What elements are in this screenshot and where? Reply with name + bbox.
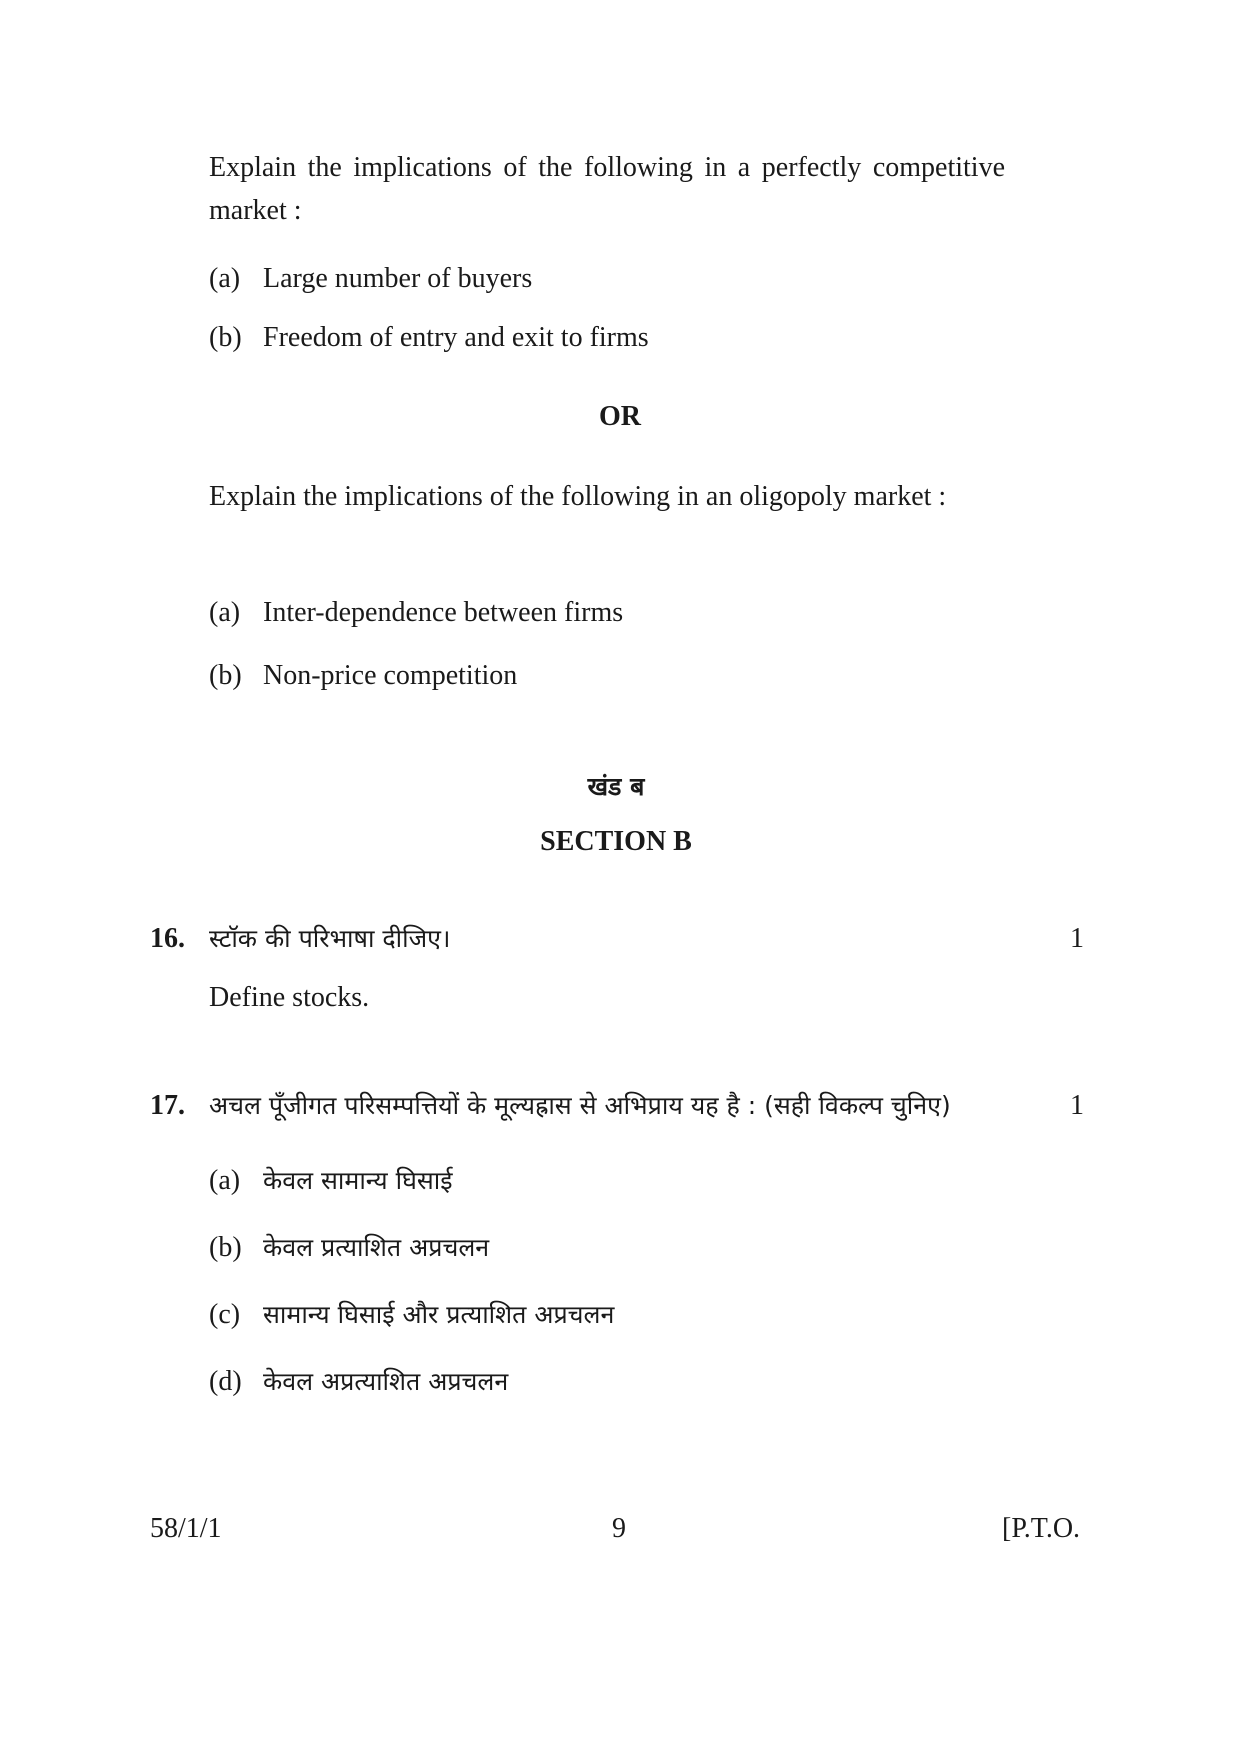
option-text: Large number of buyers — [263, 263, 533, 294]
option-b — [209, 659, 909, 693]
option-a — [209, 596, 909, 630]
section-heading: SECTION B — [540, 826, 692, 857]
option-c — [209, 1298, 909, 1332]
or-separator: OR — [599, 401, 641, 432]
option-text: Non-price competition — [263, 660, 518, 691]
option-label: (a) — [209, 597, 241, 628]
option-a — [209, 1164, 909, 1198]
option-label: (b) — [209, 1232, 242, 1263]
question-text-english: Define stocks. — [209, 982, 370, 1013]
option-d — [209, 1365, 909, 1399]
question-number: 17. — [150, 1090, 185, 1121]
option-label: (a) — [209, 1165, 241, 1196]
option-text: Freedom of entry and exit to firms — [263, 322, 649, 353]
option-text: Inter-dependence between firms — [263, 597, 624, 628]
question-text-oligopoly: Explain the implications of the following in an oligopoly market : — [209, 481, 947, 512]
paper-code: 58/1/1 — [150, 1513, 222, 1544]
option-label: (d) — [209, 1366, 242, 1397]
option-label: (c) — [209, 1299, 241, 1330]
option-text: केवल अप्रत्याशित अप्रचलन — [263, 1367, 509, 1396]
question-text-hindi: स्टॉक की परिभाषा दीजिए। — [209, 924, 451, 953]
marks: 1 — [1070, 923, 1084, 954]
option-label: (b) — [209, 322, 242, 353]
option-label: (b) — [209, 660, 242, 691]
question-text-perfect-competition: Explain the implications of the following in a perfectly competitive market : — [209, 152, 1005, 226]
pto-label: [P.T.O. — [1002, 1513, 1081, 1544]
section-heading-hindi: खंड ब — [587, 772, 645, 801]
option-b — [209, 1231, 909, 1265]
option-label: (a) — [209, 263, 241, 294]
option-text: केवल सामान्य घिसाई — [263, 1166, 453, 1195]
question-text-hindi: अचल पूँजीगत परिसम्पत्तियों के मूल्यह्रास से अभिप्राय यह है : (सही विकल्प चुनिए) — [209, 1091, 951, 1120]
option-text: केवल प्रत्याशित अप्रचलन — [263, 1233, 490, 1262]
marks: 1 — [1070, 1090, 1084, 1121]
option-a — [209, 262, 909, 296]
page-number: 9 — [612, 1513, 626, 1544]
option-b — [209, 321, 909, 355]
question-number: 16. — [150, 923, 185, 954]
option-text: सामान्य घिसाई और प्रत्याशित अप्रचलन — [263, 1300, 615, 1329]
